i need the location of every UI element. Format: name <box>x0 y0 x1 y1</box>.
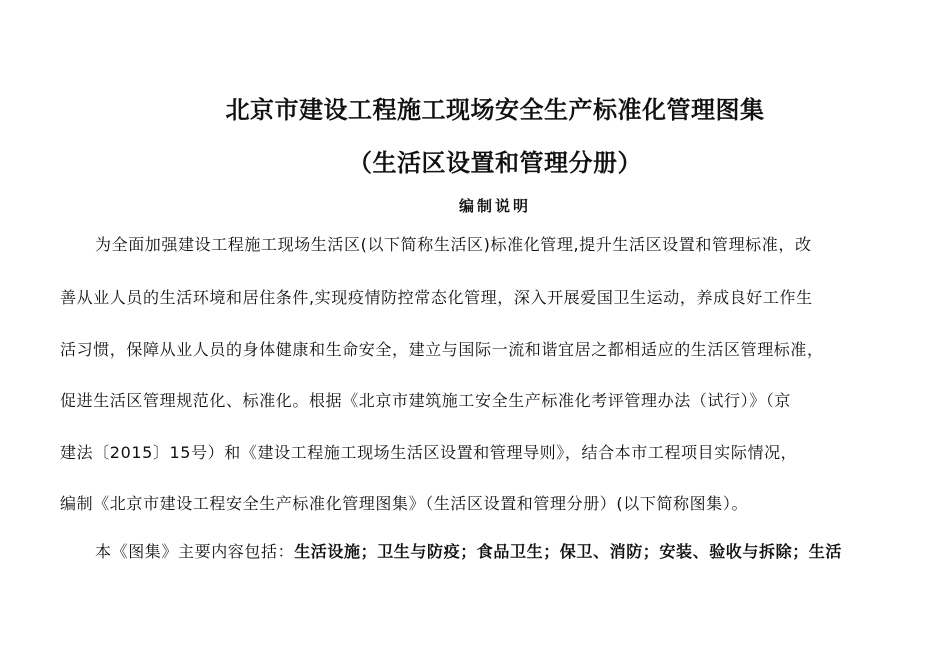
contents-topics: 生活设施；卫生与防疫；食品卫生；保卫、消防；安装、验收与拆除；生活 <box>294 542 843 561</box>
paragraph-line: 活习惯，保障从业人员的身体健康和生命安全，建立与国际一流和谐宜居之都相适应的生活区管理标准， <box>60 340 824 359</box>
document-title: 北京市建设工程施工现场安全生产标准化管理图集 <box>225 96 765 124</box>
paragraph-line: 促进生活区管理规范化、标准化。根据《北京市建筑施工安全生产标准化考评管理办法（试行）》（京 <box>60 391 792 410</box>
paragraph-line: 为全面加强建设工程施工现场生活区(以下简称生活区)标准化管理,提升生活区设置和管理标准，改 <box>95 235 812 254</box>
contents-prefix: 本《图集》主要内容包括： <box>95 542 295 561</box>
contents-line <box>95 542 915 562</box>
document-subtitle: （生活区设置和管理分册） <box>348 149 642 177</box>
paragraph-line: 编制《北京市建设工程安全生产标准化管理图集》（生活区设置和管理分册）(以下简称图集）。 <box>60 494 749 513</box>
section-heading: 编制说明 <box>458 197 531 215</box>
paragraph-line: 善从业人员的生活环境和居住条件,实现疫情防控常态化管理，深入开展爱国卫生运动，养成良好工作生 <box>60 288 813 307</box>
paragraph-line: 建法〔2015〕15号）和《建设工程施工现场生活区设置和管理导则》，结合本市工程项目实际情况， <box>60 443 798 462</box>
